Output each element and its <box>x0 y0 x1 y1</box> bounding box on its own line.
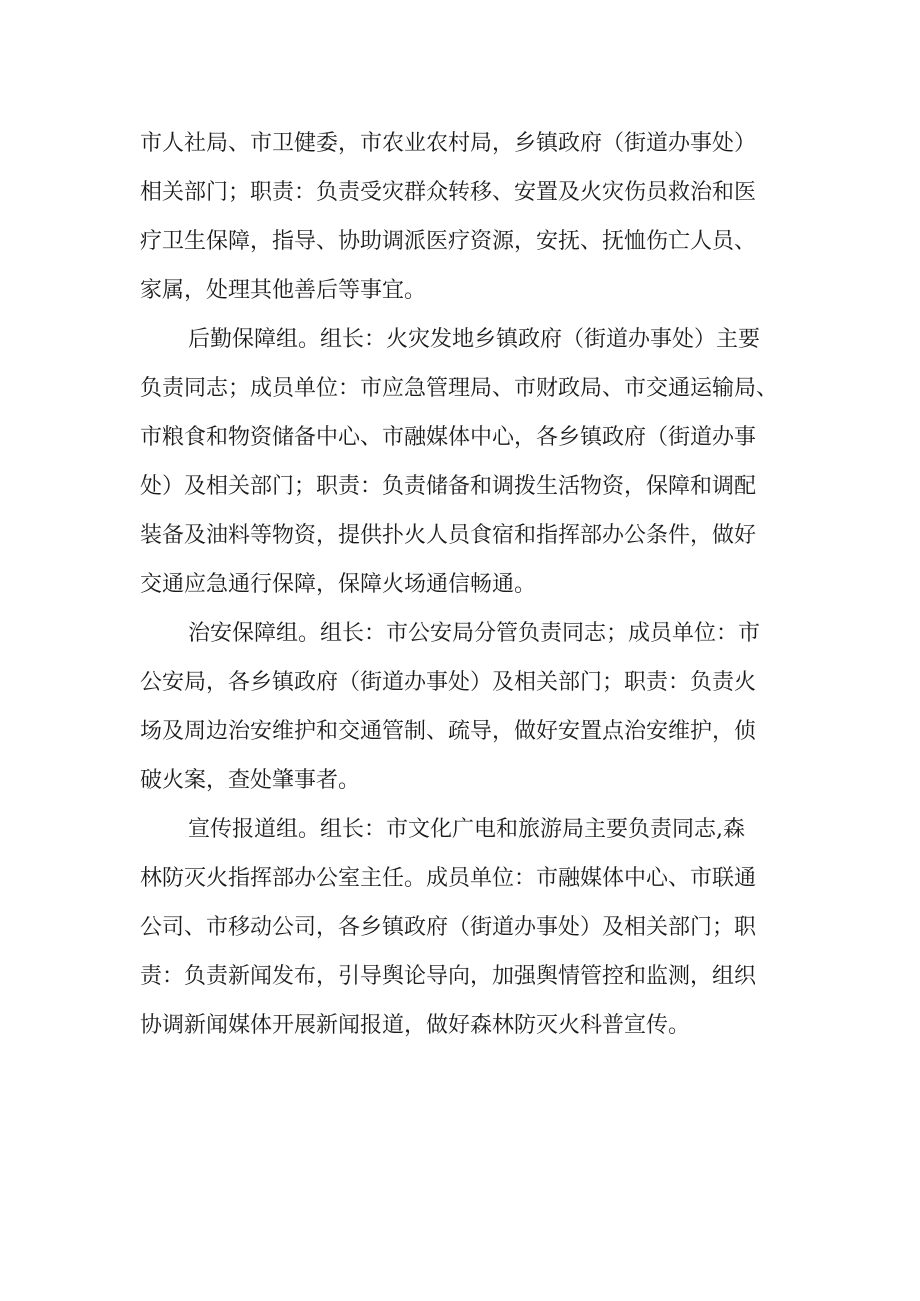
text-line: 宣传报道组。组长：市文化广电和旅游局主要负责同志,森 <box>188 817 745 842</box>
paragraph-logistics-group <box>140 315 800 609</box>
text-line: 后勤保障组。组长：火灾发地乡镇政府（街道办事处）主要 <box>188 327 761 352</box>
text-line: 市粮食和物资储备中心、市融媒体中心，各乡镇政府（街道办事 <box>140 425 757 450</box>
text-line: 市人社局、市卫健委，市农业农村局，乡镇政府（街道办事处） <box>140 131 757 156</box>
text-line: 责：负责新闻发布，引导舆论导向，加强舆情管控和监测，组织 <box>140 964 757 989</box>
text-line: 破火案，查处肇事者。 <box>140 768 361 793</box>
text-line: 装备及油料等物资，提供扑火人员食宿和指挥部办公条件，做好 <box>140 523 757 548</box>
paragraph-public-security-group <box>140 609 800 805</box>
text-line: 公安局，各乡镇政府（街道办事处）及相关部门；职责：负责火 <box>140 670 757 695</box>
paragraph-publicity-group <box>140 805 800 1050</box>
document-body <box>140 119 800 1050</box>
text-line: 交通应急通行保障，保障火场通信畅通。 <box>140 572 537 597</box>
text-line: 相关部门；职责：负责受灾群众转移、安置及火灾伤员救治和医 <box>140 180 757 205</box>
paragraph-aftercare <box>140 119 800 315</box>
text-line: 场及周边治安维护和交通管制、疏导，做好安置点治安维护，侦 <box>140 719 757 744</box>
text-line: 公司、市移动公司，各乡镇政府（街道办事处）及相关部门；职 <box>140 915 757 940</box>
text-line: 家属，处理其他善后等事宜。 <box>140 278 427 303</box>
text-line: 协调新闻媒体开展新闻报道，做好森林防灭火科普宣传。 <box>140 1013 691 1038</box>
text-line: 负责同志；成员单位：市应急管理局、市财政局、市交通运输局、 <box>140 376 779 401</box>
text-line: 治安保障组。组长：市公安局分管负责同志；成员单位：市 <box>188 621 761 646</box>
text-line: 处）及相关部门；职责：负责储备和调拨生活物资，保障和调配 <box>140 474 757 499</box>
text-line: 疗卫生保障，指导、协助调派医疗资源，安抚、抚恤伤亡人员、 <box>140 229 757 254</box>
text-line: 林防灭火指挥部办公室主任。成员单位：市融媒体中心、市联通 <box>140 866 757 891</box>
